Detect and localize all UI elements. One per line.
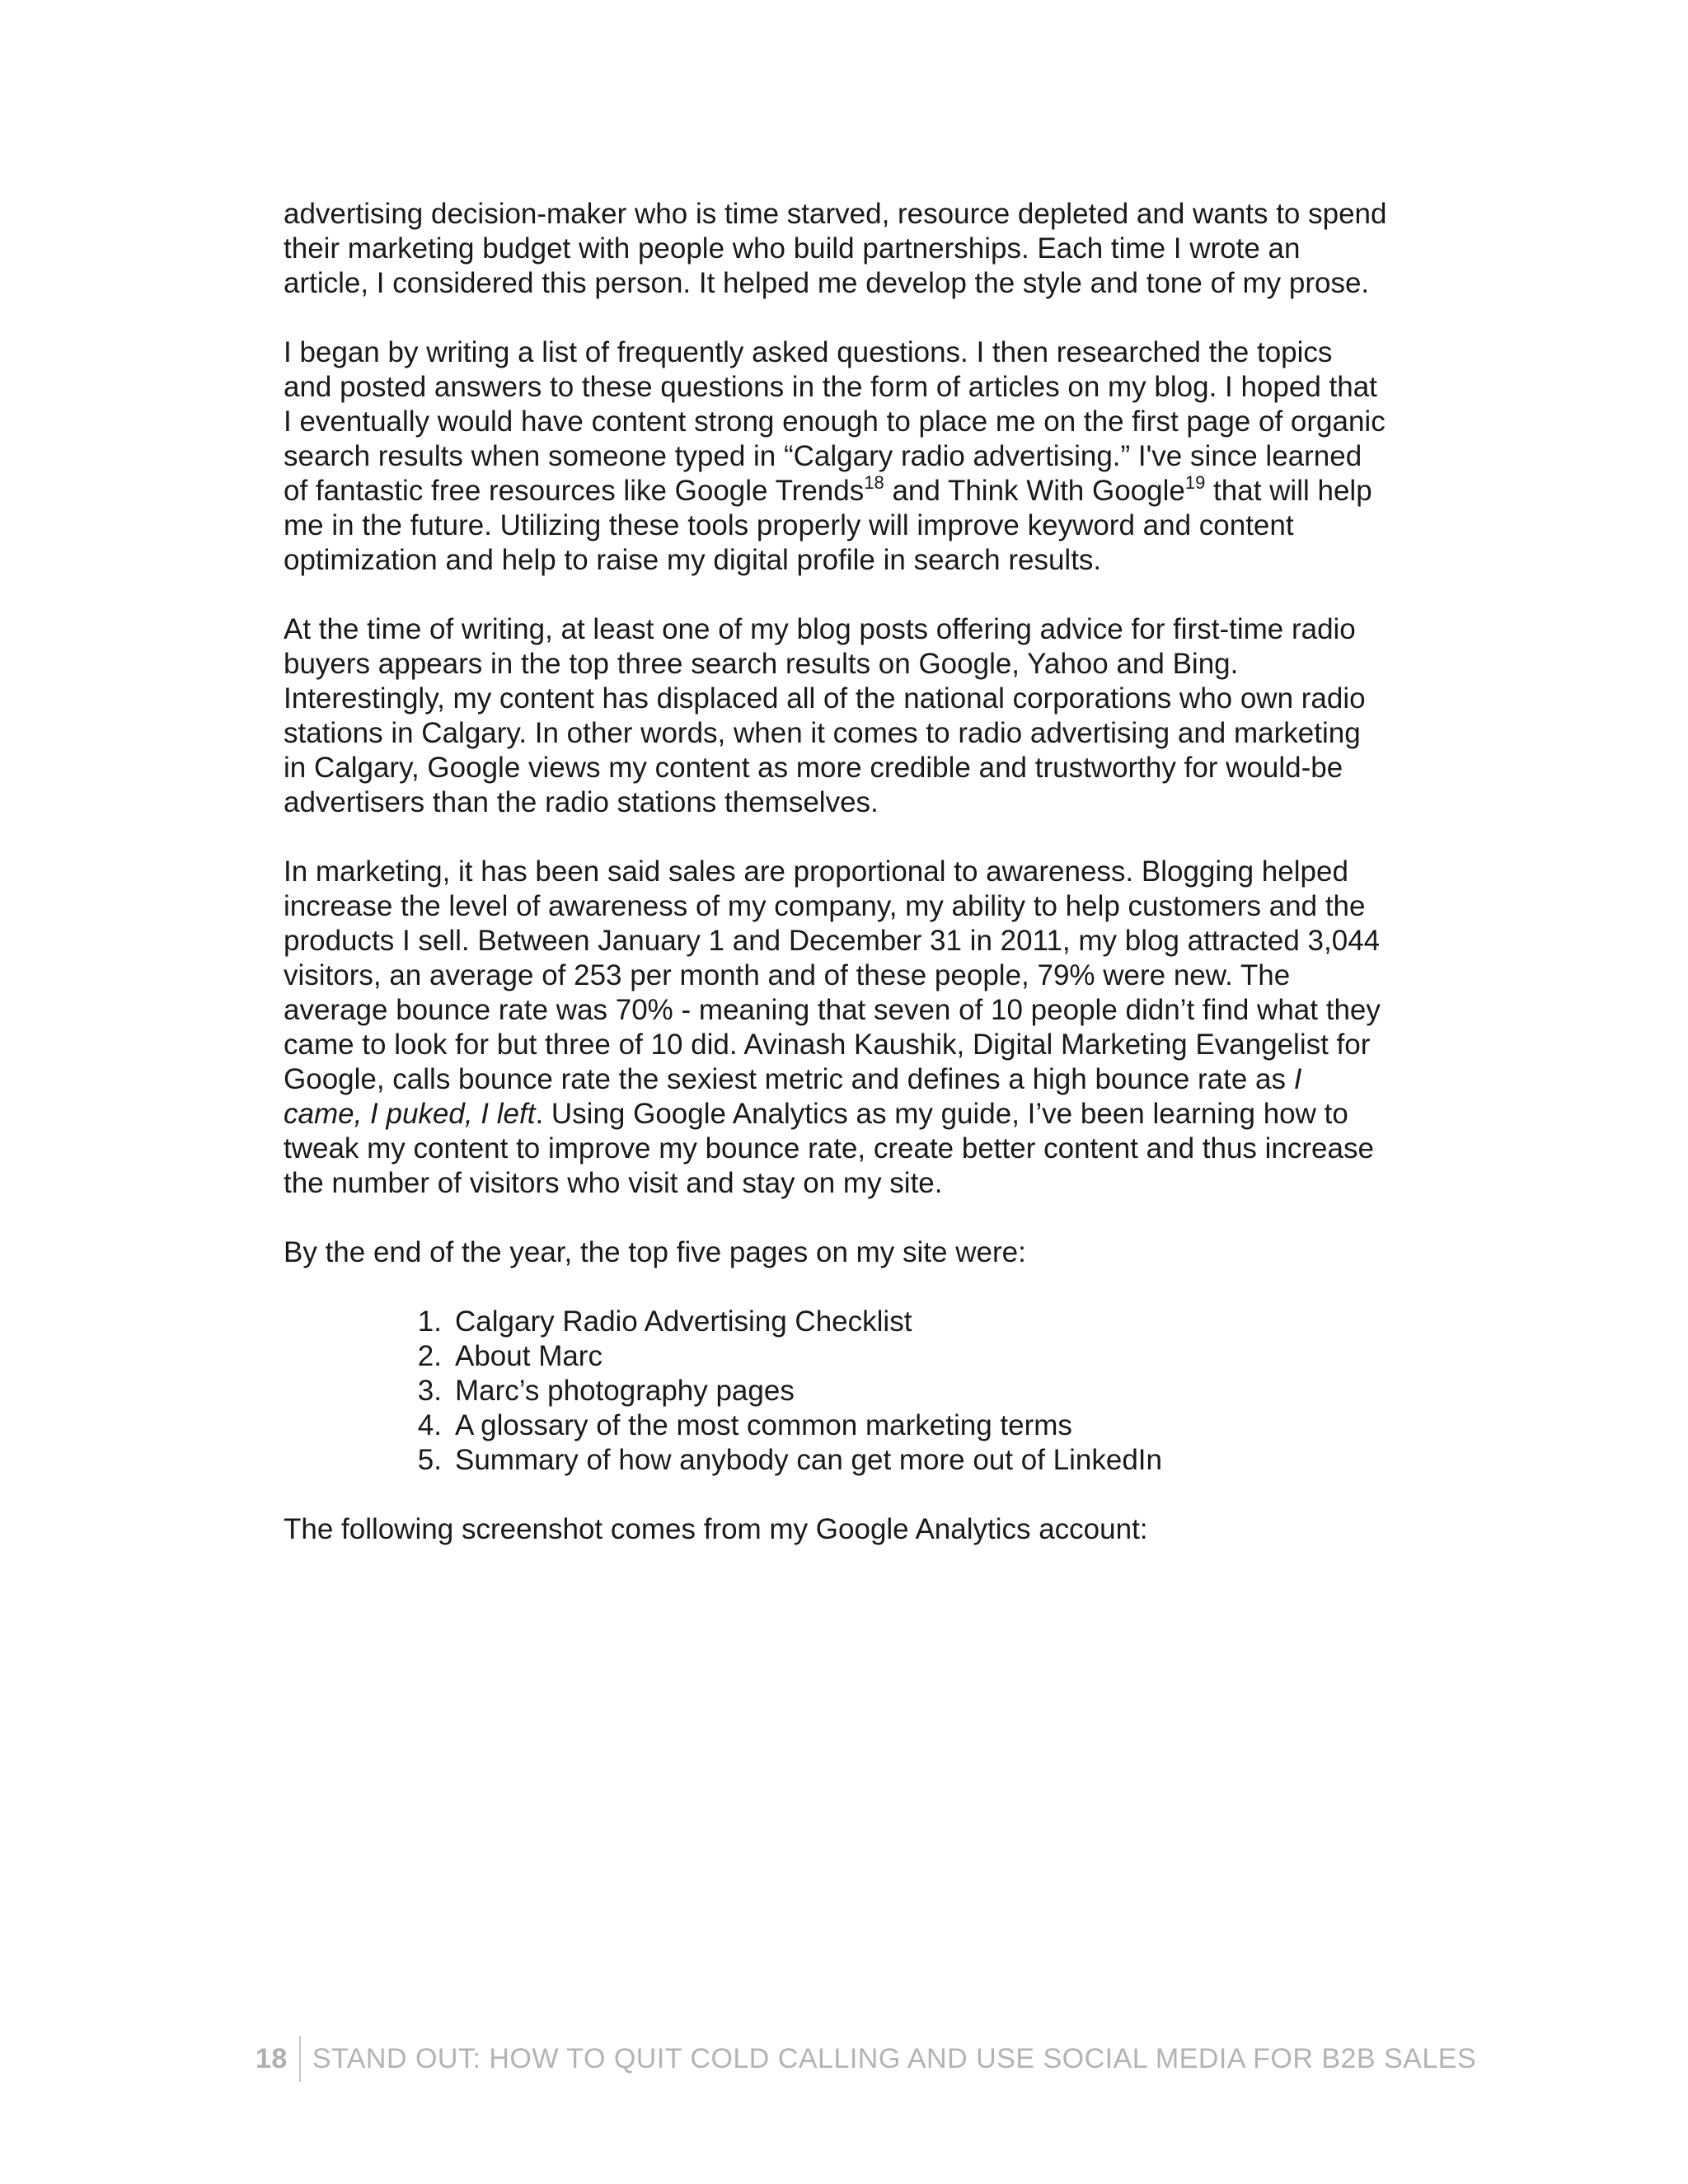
- paragraph-4: [284, 855, 1388, 1201]
- list-item: [284, 1305, 1388, 1339]
- list-item-number: 2.: [417, 1340, 442, 1372]
- footnote-ref-19: 19: [1184, 472, 1206, 493]
- list-item-number: 3.: [417, 1375, 442, 1407]
- footnote-ref-18: 18: [864, 472, 884, 493]
- list-item-text: About Marc: [455, 1340, 603, 1372]
- paragraph-2-part-c: that will help me in the future. Utilizing these tools properly will improve keyword and content optimization and help to raise my digital profile in search results.: [284, 475, 1372, 576]
- paragraph-4-part-b: . Using Google Analytics as my guide, I’ve been learning how to tweak my content to improve my bounce rate, create better content and thus increase the number of visitors who visit and stay on my site.: [284, 1098, 1374, 1199]
- list-item: [284, 1339, 1388, 1374]
- list-item-number: 4.: [417, 1409, 442, 1441]
- top-pages-list: [284, 1305, 1388, 1478]
- list-item: [284, 1443, 1388, 1478]
- paragraph-6: The following screenshot comes from my Google Analytics account:: [284, 1513, 1148, 1545]
- paragraph-2-part-b: and Think With Google: [884, 475, 1185, 507]
- list-item-number: 1.: [417, 1305, 442, 1338]
- page-footer: [256, 2036, 1476, 2082]
- paragraph-1: advertising decision-maker who is time starved, resource depleted and wants to spend their marketing budget with people who build partnerships. Each time I wrote an article, I considered this person. It helped me develop the style and tone of my prose.: [284, 198, 1387, 299]
- body-text: [284, 197, 1388, 1582]
- paragraph-2-part-a: I began by writing a list of frequently asked questions. I then researched the topics and posted answers to these questions in the form of articles on my blog. I hoped that I eventually would have content strong enough to place me on the first page of organic search results when someone typed in “Calgary radio advertising.” I've since learned of fantastic free resources like Google Trends: [284, 336, 1386, 507]
- list-item: [284, 1374, 1388, 1408]
- paragraph-2: [284, 335, 1388, 578]
- paragraph-3: At the time of writing, at least one of my blog posts offering advice for first-time radio buyers appears in the top three search results on Google, Yahoo and Bing. Interestingly, my content has displaced all of the national corporations who own radio stations in Calgary. In other words, when it comes to radio advertising and marketing in Calgary, Google views my content as more credible and trustworthy for would-be advertisers than the radio stations themselves.: [284, 613, 1366, 818]
- list-item-text: Marc’s photography pages: [455, 1375, 795, 1407]
- page-number: 18: [256, 2042, 288, 2074]
- paragraph-4-italic-quote: I came, I puked, I left: [284, 1063, 1302, 1130]
- list-item-text: A glossary of the most common marketing terms: [455, 1409, 1072, 1441]
- paragraph-4-part-a: In marketing, it has been said sales are proportional to awareness. Blogging helped increase the level of awareness of my company, my ability to help customers and the products I sell. Between January 1 and December 31 in 2011, my blog attracted 3,044 visitors, an average of 253 per month and of these people, 79% were new. The average bounce rate was 70% - meaning that seven of 10 people didn’t find what they came to look for but three of 10 did. Avinash Kaushik, Digital Marketing Evangelist for Google, calls bounce rate the sexiest metric and defines a high bounce rate as: [284, 855, 1381, 1095]
- footer-divider: [299, 2036, 301, 2082]
- list-item-text: Calgary Radio Advertising Checklist: [455, 1305, 912, 1338]
- list-item-text: Summary of how anybody can get more out of LinkedIn: [455, 1444, 1162, 1476]
- paragraph-5: By the end of the year, the top five pages on my site were:: [284, 1236, 1026, 1268]
- running-title: STAND OUT: HOW TO QUIT COLD CALLING AND USE SOCIAL MEDIA FOR B2B SALES: [312, 2042, 1477, 2074]
- list-item: [284, 1408, 1388, 1443]
- list-item-number: 5.: [417, 1444, 442, 1476]
